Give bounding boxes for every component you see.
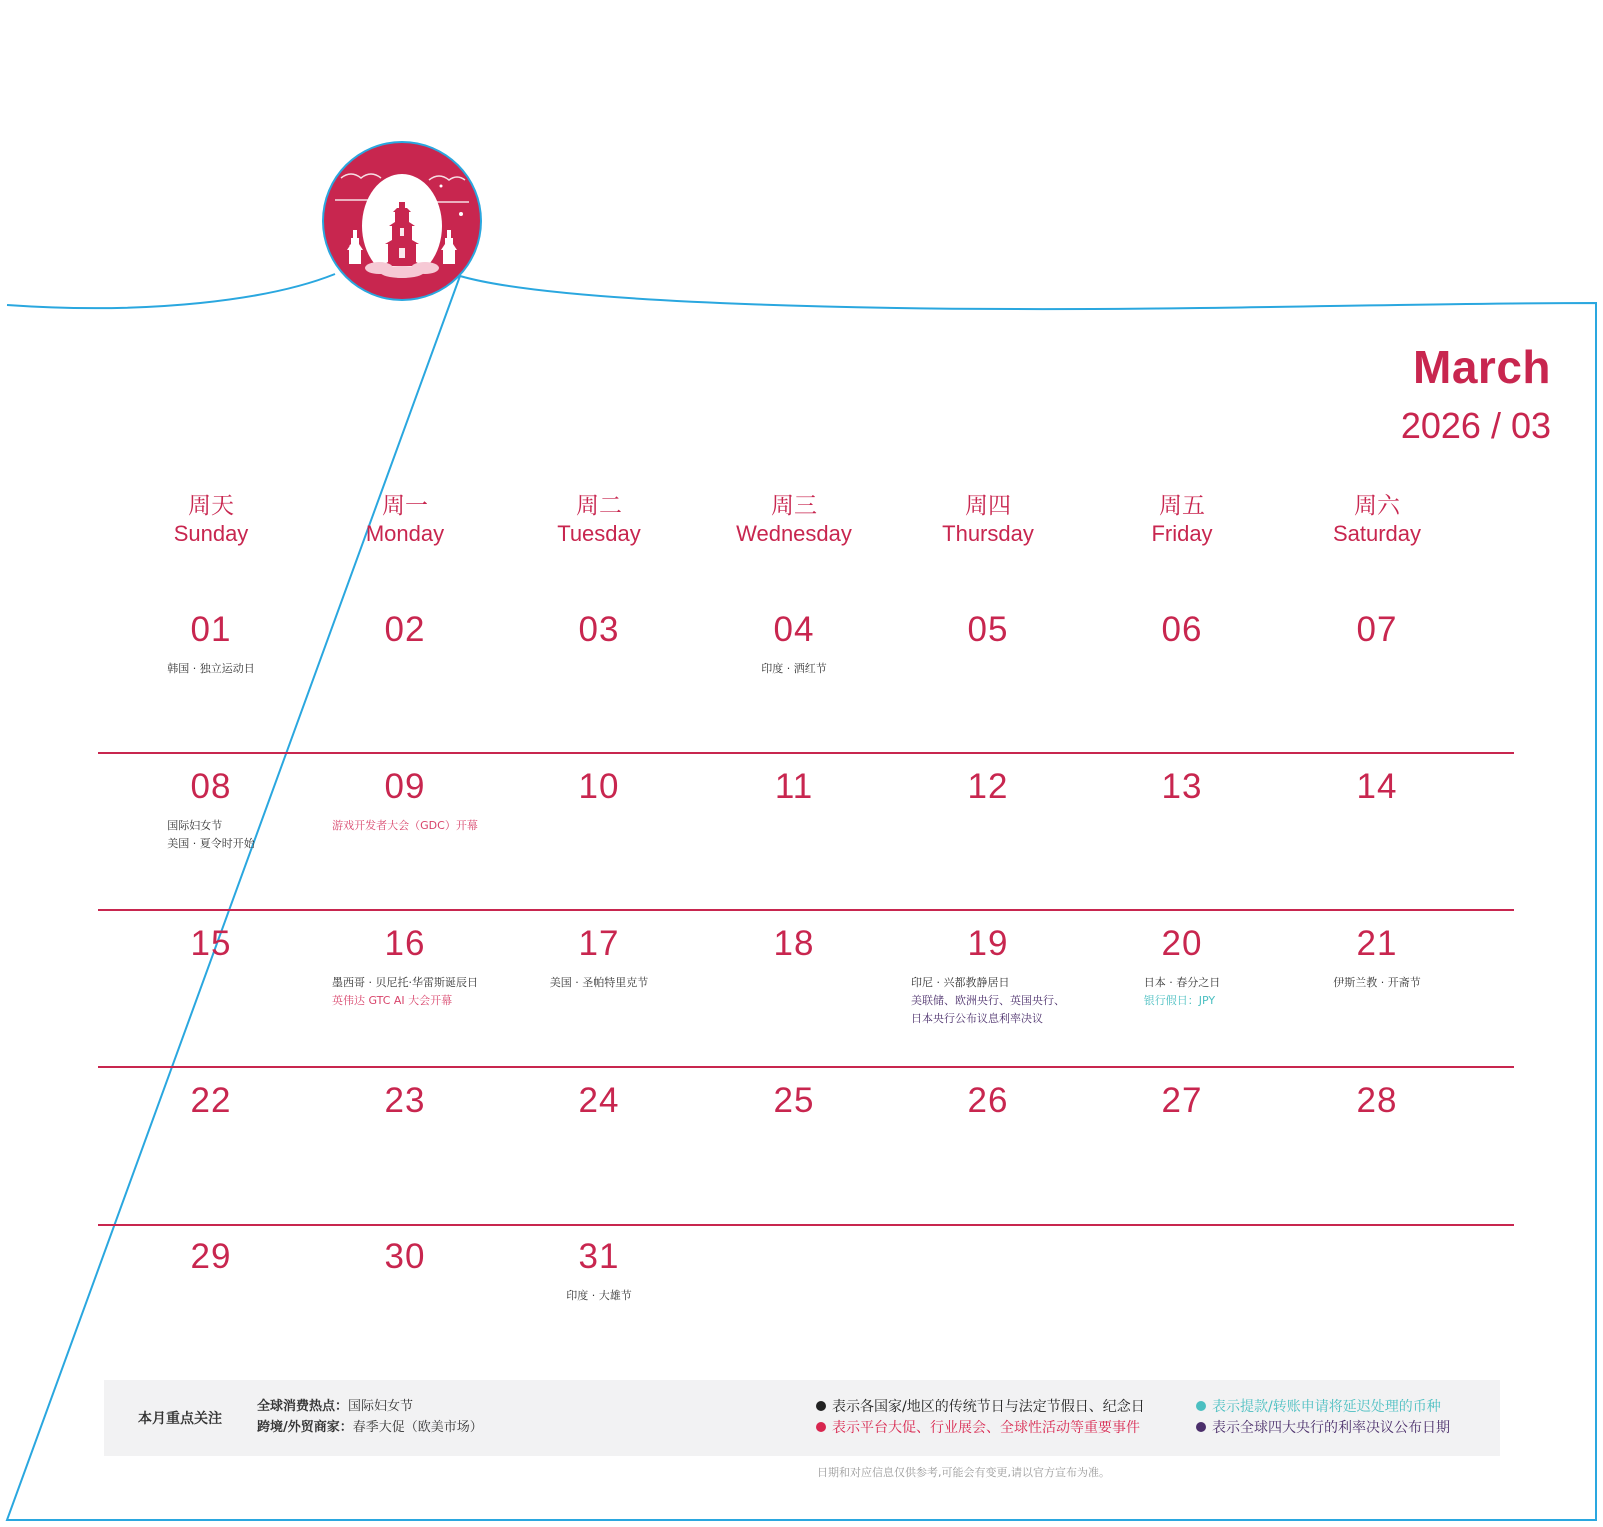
row-divider [98,752,1514,754]
day-cell [114,610,308,678]
day-cell [1085,610,1279,650]
day-number: 24 [578,1081,620,1120]
legend-text: 表示各国家/地区的传统节日与法定节假日、纪念日 [832,1399,1145,1415]
legend-dot-icon [1196,1401,1206,1411]
legend-item [1196,1397,1441,1418]
weekday-en: Sunday [173,521,249,546]
event-text: 英伟达 GTC AI 大会开幕 [332,994,453,1007]
day-number: 23 [384,1081,426,1120]
focus-line1-label: 全球消费热点： [257,1399,349,1414]
day-number: 20 [1161,924,1203,963]
weekday-thursday [891,492,1085,548]
day-cell [502,1081,696,1121]
day-cell [502,1237,696,1305]
event-text: 游戏开发者大会（GDC）开幕 [332,819,478,832]
weekday-en: Thursday [942,521,1034,546]
event-text: 银行假日：JPY [1143,994,1216,1007]
legend-text: 表示平台大促、行业展会、全球性活动等重要事件 [832,1420,1140,1436]
day-cell [891,767,1085,807]
day-number: 27 [1161,1081,1203,1120]
weekday-en: Tuesday [557,521,641,546]
day-number: 25 [773,1081,815,1120]
day-cell [114,767,308,853]
day-cell [502,924,696,992]
day-cell [308,924,502,1010]
event-text: 美国 · 夏令时开始 [167,837,255,850]
day-cell [1280,610,1474,650]
event-text: 韩国 · 独立运动日 [167,662,255,675]
day-number: 12 [967,767,1009,806]
day-events [566,1287,632,1305]
focus-lines [257,1396,483,1438]
event-text: 印度 · 大雄节 [566,1289,632,1302]
day-number: 10 [578,767,620,806]
day-number: 21 [1356,924,1398,963]
day-number: 07 [1356,610,1398,649]
day-number: 22 [190,1081,232,1120]
day-cell [1280,1081,1474,1121]
day-number: 19 [967,924,1009,963]
day-cell [1280,924,1474,992]
day-cell [308,1237,502,1277]
row-divider [98,1224,1514,1226]
weekday-cn: 周二 [576,493,622,519]
row-divider [98,1066,1514,1068]
focus-line2-value: 春季大促（欧美市场） [352,1420,483,1435]
weekday-en: Friday [1151,521,1213,546]
day-number: 15 [190,924,232,963]
day-cell [114,1237,308,1277]
day-cell [697,767,891,807]
weekday-cn: 周六 [1354,493,1400,519]
day-cell [697,610,891,678]
weekday-friday [1085,492,1279,548]
event-text: 墨西哥 · 贝尼托·华雷斯诞辰日 [332,976,478,989]
event-text: 日本央行公布议息利率决议 [911,1012,1043,1025]
day-cell [1085,1081,1279,1121]
day-cell [308,610,502,650]
day-number: 17 [578,924,620,963]
weekday-sunday [114,492,308,548]
day-number: 08 [190,767,232,806]
day-cell [1085,767,1279,807]
legend-item [816,1418,1140,1439]
event-text: 美国 · 圣帕特里克节 [549,976,649,989]
day-events [761,660,827,678]
day-events [167,660,255,678]
day-events [911,974,1065,1028]
month-name: March [1413,341,1551,393]
legend-text: 表示提款/转账申请将延迟处理的币种 [1212,1399,1441,1415]
day-cell [891,610,1085,650]
weekday-wednesday [697,492,891,548]
event-text: 印尼 · 兴都教静居日 [911,976,1010,989]
day-number: 04 [773,610,815,649]
day-number: 26 [967,1081,1009,1120]
weekday-tuesday [502,492,696,548]
weekday-en: Wednesday [736,521,852,546]
event-text: 伊斯兰教 · 开斋节 [1333,976,1421,989]
day-number: 01 [190,610,232,649]
weekday-cn: 周五 [1159,493,1205,519]
day-cell [502,610,696,650]
event-text: 国际妇女节 [167,819,223,832]
event-text: 日本 · 春分之日 [1143,976,1221,989]
weekday-en: Monday [365,521,445,546]
day-number: 31 [578,1237,620,1276]
focus-line2-label: 跨境/外贸商家： [257,1420,353,1435]
day-number: 29 [190,1237,232,1276]
day-cell [1085,924,1279,1010]
legend-dot-icon [816,1401,826,1411]
day-number: 11 [774,767,814,806]
day-number: 14 [1356,767,1398,806]
day-cell [114,924,308,964]
focus-line1-value: 国际妇女节 [348,1399,414,1414]
day-cell [308,767,502,835]
day-number: 18 [773,924,815,963]
weekday-cn: 周四 [965,493,1011,519]
day-cell [114,1081,308,1121]
day-events [550,974,649,992]
focus-title: 本月重点关注 [138,1411,222,1427]
day-cell [891,1081,1085,1121]
pagoda-logo-icon [321,140,483,302]
day-cell [697,924,891,964]
legend-item [816,1397,1145,1418]
event-text: 美联储、欧洲央行、英国央行、 [911,994,1065,1007]
weekday-cn: 周天 [188,493,234,519]
day-number: 30 [384,1237,426,1276]
row-divider [98,909,1514,911]
day-cell [308,1081,502,1121]
day-number: 16 [384,924,426,963]
disclaimer: 日期和对应信息仅供参考,可能会有变更,请以官方宣布为准。 [817,1466,1110,1479]
day-number: 06 [1161,610,1203,649]
weekday-cn: 周三 [771,493,817,519]
day-cell [891,924,1085,1028]
weekday-saturday [1280,492,1474,548]
event-text: 印度 · 洒红节 [761,662,827,675]
day-events [1144,974,1221,1010]
day-events [332,817,478,835]
legend-text: 表示全球四大央行的利率决议公布日期 [1212,1420,1450,1436]
day-number: 09 [384,767,426,806]
legend-dot-icon [1196,1422,1206,1432]
day-cell [1280,767,1474,807]
day-number: 28 [1356,1081,1398,1120]
weekday-cn: 周一 [382,493,428,519]
day-events [1333,974,1421,992]
weekday-en: Saturday [1332,521,1422,546]
day-number: 13 [1161,767,1203,806]
legend-item [1196,1418,1450,1439]
day-cell [502,767,696,807]
day-number: 03 [578,610,620,649]
monthly-focus-panel [104,1380,1500,1456]
legend-dot-icon [816,1422,826,1432]
day-number: 02 [384,610,426,649]
day-cell [697,1081,891,1121]
weekday-monday [308,492,502,548]
day-number: 05 [967,610,1009,649]
day-events [332,974,478,1010]
day-events [167,817,255,853]
year-month: 2026 / 03 [1400,405,1551,446]
